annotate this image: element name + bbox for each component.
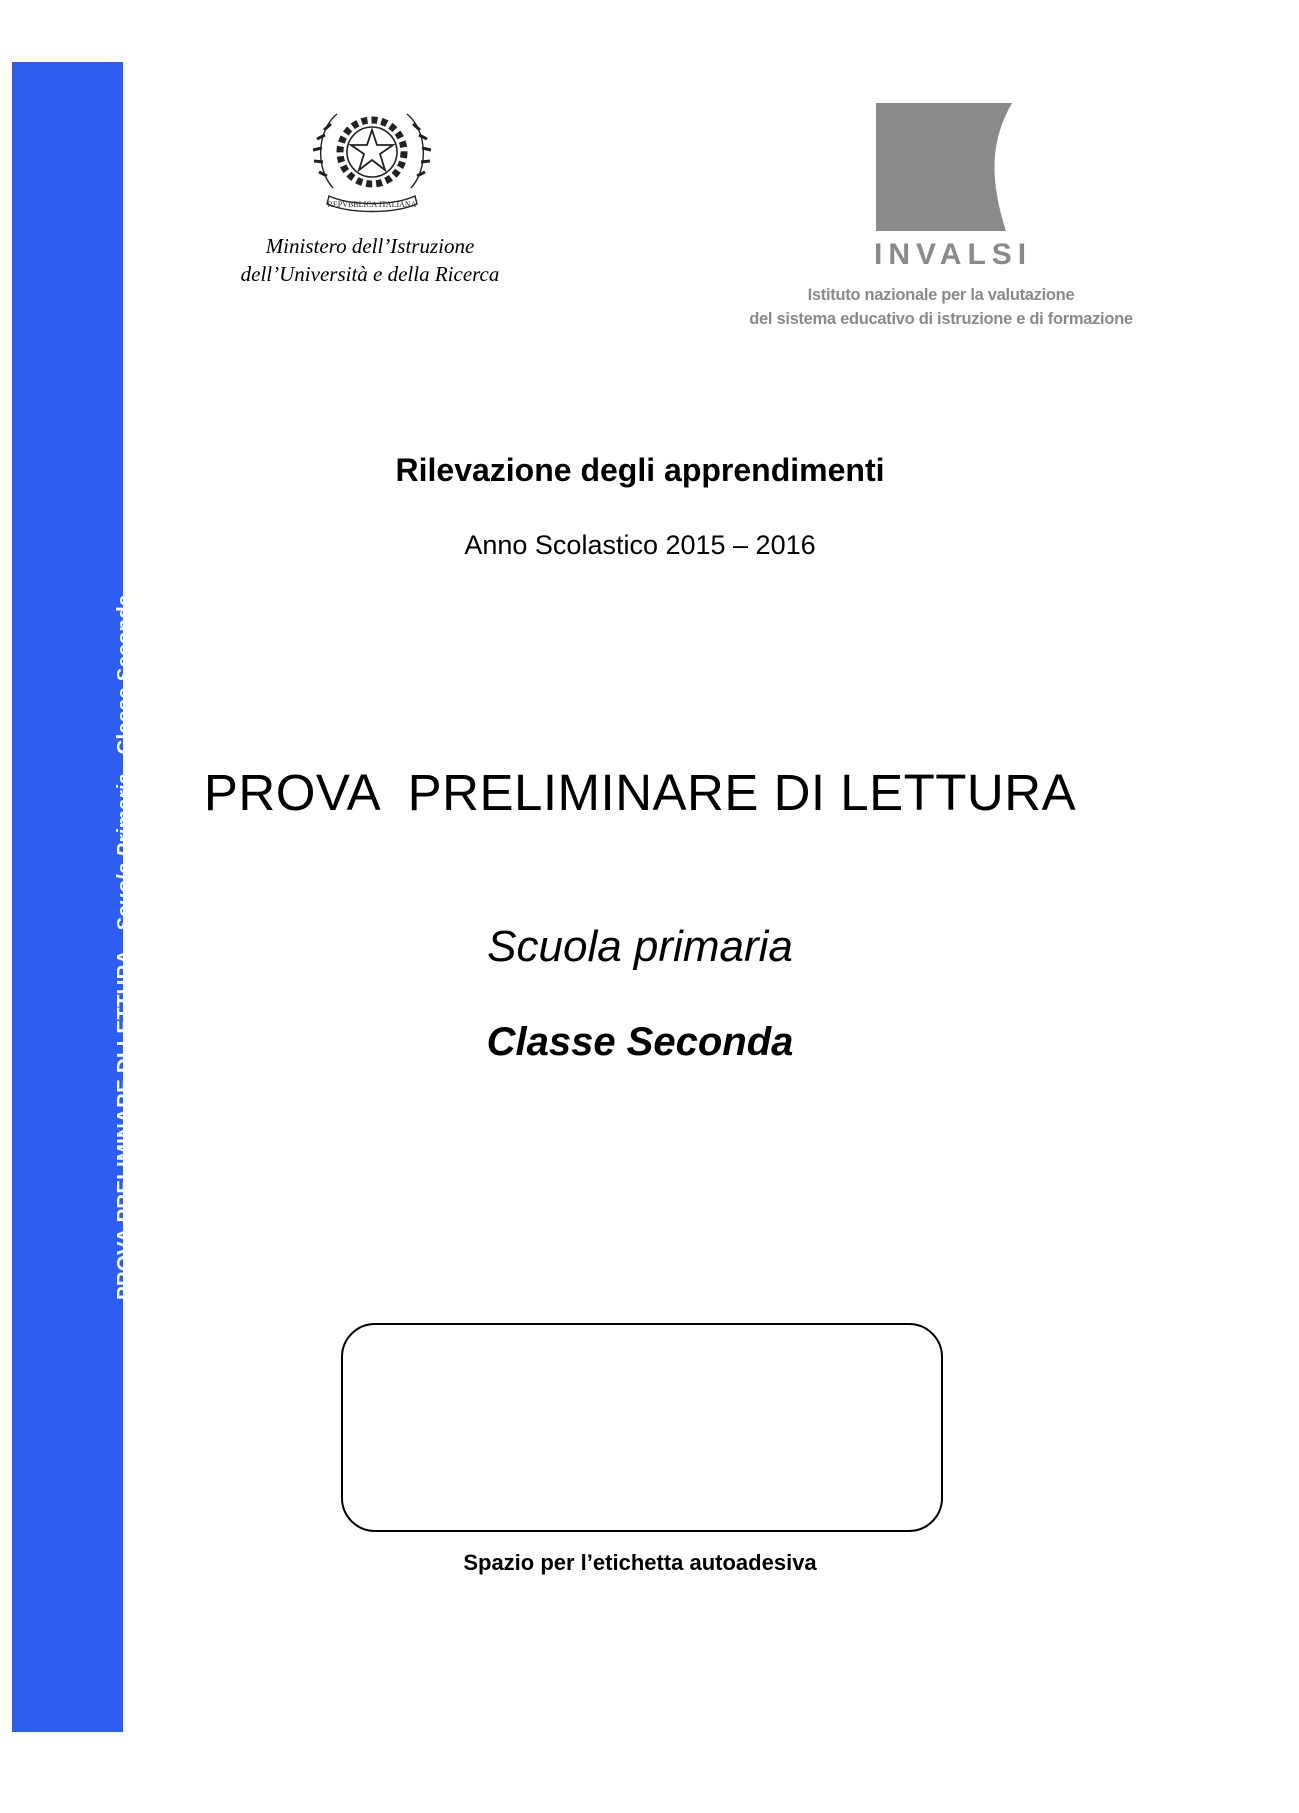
sticker-label-box: [341, 1323, 943, 1532]
test-title: PROVA PRELIMINARE DI LETTURA: [203, 764, 1077, 821]
ministry-line2: dell’Università e della Ricerca: [240, 262, 500, 286]
school-level: Scuola primaria: [487, 922, 793, 971]
invalsi-name: INVALSI: [874, 238, 1033, 271]
side-bar-text: [113, 594, 137, 1300]
invalsi-logo-icon: [876, 103, 1012, 231]
survey-title: Rilevazione degli apprendimenti: [395, 452, 885, 488]
emblem-ribbon-text: REPVBBLICA ITALIANA: [327, 200, 417, 209]
side-bar-text-part1: PROVA PRELIMINARE DI LETTURA -: [113, 931, 136, 1300]
emblem-italian-republic-icon: [311, 100, 433, 218]
side-bar: [12, 62, 136, 1732]
ministry-line1: Ministero dell’Istruzione: [265, 234, 475, 258]
grade-level: Classe Seconda: [486, 1020, 794, 1064]
school-year: Anno Scolastico 2015 – 2016: [464, 530, 816, 560]
invalsi-line1: Istituto nazionale per la valutazione: [807, 286, 1075, 304]
side-bar-text-part3: - Classe Seconda: [113, 594, 136, 774]
invalsi-line2: del sistema educativo di istruzione e di formazione: [749, 310, 1133, 328]
sticker-label-caption: Spazio per l’etichetta autoadesiva: [463, 1550, 817, 1575]
invalsi-description: [742, 283, 1140, 331]
side-bar-text-part2: Scuola Primaria: [113, 773, 136, 932]
ministry-name: [195, 232, 545, 288]
